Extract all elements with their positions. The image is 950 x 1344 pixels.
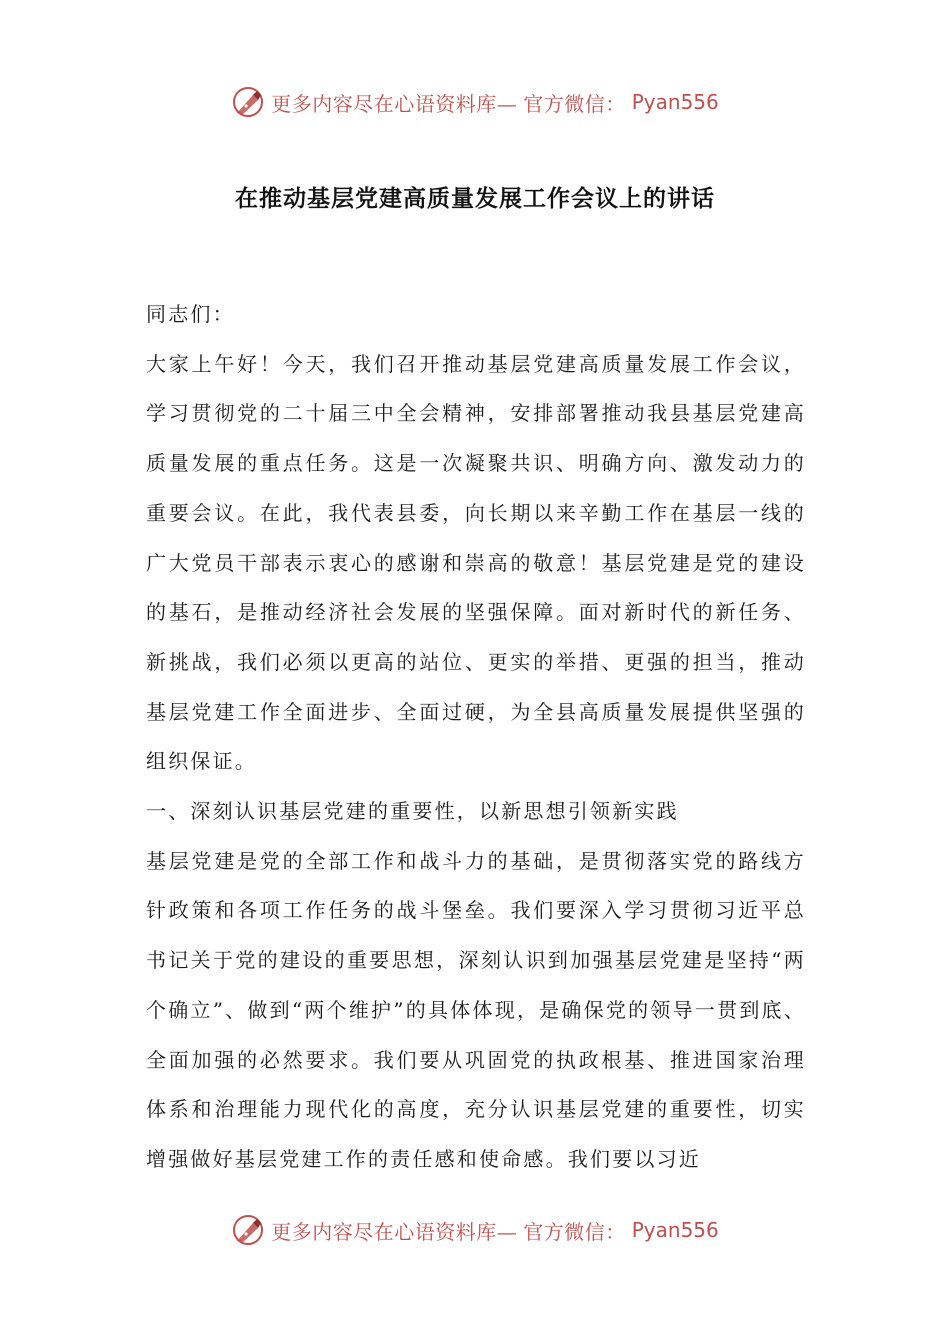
paragraph-section-1: 基层党建是党的全部工作和战斗力的基础，是贯彻落实党的路线方针政策和各项工作任务的战斗堡垒。我们要深入学习贯彻习近平总书记关于党的建设的重要思想，深刻认识到加强基层党建是坚持“两个确立”、做到“两个维护”的具体体现，是确保党的领导一贯到底、全面加强的必然要求。我们要从巩固党的执政根基、推进国家治理体系和治理能力现代化的高度，充分认识基层党建的重要性，切实增强做好基层党建工作的责任感和使命感。我们要以习近 bbox=[146, 848, 806, 1171]
footer-watermark bbox=[0, 1208, 950, 1252]
pen-nib-logo-icon bbox=[231, 85, 265, 119]
paragraph-opening: 大家上午好！今天，我们召开推动基层党建高质量发展工作会议，学习贯彻党的二十届三中全会精神，安排部署推动我县基层党建高质量发展的重点任务。这是一次凝聚共识、明确方向、激发动力的重要会议。在此，我代表县委，向长期以来辛勤工作在基层一线的广大党员干部表示衷心的感谢和崇高的敬意！基层党建是党的建设的基石，是推动经济社会发展的坚强保障。面对新时代的新任务、新挑战，我们必须以更高的站位、更实的举措、更强的担当，推动基层党建工作全面进步、全面过硬，为全县高质量发展提供坚强的组织保证。 bbox=[146, 351, 806, 774]
header-watermark bbox=[0, 80, 950, 124]
section-heading-1: 一、深刻认识基层党建的重要性，以新思想引领新实践 bbox=[146, 799, 679, 824]
document-title: 在推动基层党建高质量发展工作会议上的讲话 bbox=[235, 185, 715, 212]
document-body bbox=[146, 290, 806, 1185]
watermark-wechat-label: 官方微信： bbox=[523, 91, 626, 116]
watermark-wechat-label: 官方微信： bbox=[523, 1219, 626, 1244]
watermark-text: 更多内容尽在心语资料库— bbox=[271, 91, 518, 116]
watermark-text: 更多内容尽在心语资料库— bbox=[271, 1219, 518, 1244]
pen-nib-logo-icon bbox=[231, 1213, 265, 1247]
watermark-wechat-id: Pyan556 bbox=[631, 1218, 719, 1242]
salutation: 同志们： bbox=[146, 302, 235, 326]
watermark-wechat-id: Pyan556 bbox=[631, 90, 719, 114]
